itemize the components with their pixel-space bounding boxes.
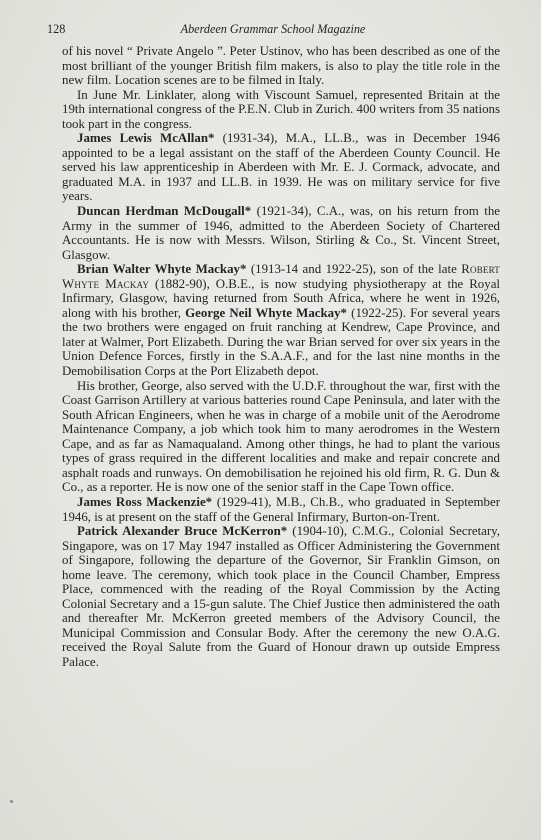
text-run: His brother, George, also served with the U.D.F. throughout the war, first with the Coast Garrison Artillery at various batteries round Cape Peninsula, and later with the South African Engineers, when he was in charge of a mobile unit of the Aerodrome Maintenance Company, a job which took him to many aerodromes in the Western Cape, and as far as Namaqualand. Among other things, he had to plant the various types of grass required in the different localities and make and repair concrete and asphalt roads and runways. On demobilisation he rejoined his old firm, R. G. Dun & Co., as a reporter. He is now one of the senior staff in the Cape Town office.	[62, 378, 500, 495]
person-name: Duncan Herdman McDougall*	[77, 204, 252, 219]
text-run: (1921-34), C.A., was, on his return from the Army in the summer of 1946, admitted to the Aberdeen Society of Chartered Accountants. He is now with Messrs. Wilson, Stirling & Co., St. Vincent Street, Glasgow.	[62, 204, 500, 262]
paragraph	[62, 495, 500, 524]
person-name: James Lewis McAllan*	[77, 131, 215, 146]
paragraph	[62, 524, 500, 669]
page-number: 128	[47, 22, 66, 36]
paragraph	[62, 262, 500, 378]
text-run: of his novel “ Private Angelo ”. Peter Ustinov, who has been described as one of the most brilliant of the younger British film makers, is also to play the title role in the new film. Location scenes are to be filmed in Italy.	[62, 44, 500, 88]
text-run: In June Mr. Linklater, along with Viscount Samuel, represented Britain at the 19th international congress of the P.E.N. Club in Zurich. 400 writers from 35 nations took part in the congress.	[62, 87, 500, 131]
small-caps-name: Robert Whyte Mackay	[62, 262, 500, 291]
person-name: George Neil Whyte Mackay*	[185, 305, 347, 320]
person-name: Brian Walter Whyte Mackay*	[77, 262, 247, 277]
person-name: Patrick Alexander Bruce McKerron*	[77, 524, 288, 539]
text-run: (1922-25). For several years the two brothers were engaged on fruit ranching at Kendrew, Cape Province, and later at Walmer, Port Elizabeth. During the war Brian served for over six years in the Union Defence Forces, firstly in the S.A.A.F., and for the last nine months in the Demobilisation Corps at the Port Elizabeth depot.	[62, 305, 500, 379]
paragraph	[62, 204, 500, 262]
paragraph	[62, 379, 500, 495]
text-run: (1913-14 and 1922-25), son of the late	[246, 262, 462, 277]
text-run: (1931-34), M.A., LL.B., was in December 1946 appointed to be a legal assistant on the staff of the Aberdeen County Council. He served his law apprenticeship in Aberdeen with Mr. E. J. Cormack, advocate, and graduated M.A. in 1937 and LL.B. in 1939. He was on military service for five years.	[62, 131, 500, 204]
person-name: James Ross Mackenzie*	[77, 494, 213, 509]
paragraph	[62, 88, 500, 132]
text-run: (1904-10), C.M.G., Colonial Secretary, Singapore, was on 17 May 1947 installed as Officer Administering the Government of Singapore, following the departure of the Governor, Sir Franklin Gimson, on home leave. The ceremony, which took place in the Council Chamber, Empress Place, commenced with the reading of the Royal Commission by the Acting Colonial Secretary and a 15-gun salute. The Chief Justice then administered the oath and thereafter Mr. McKerron greeted members of the Advisory Council, the Municipal Commission and Consular Body. After the ceremony the new O.A.G. received the Royal Salute from the Guard of Honour drawn up outside Empress Palace.	[62, 524, 501, 669]
article-body	[62, 44, 500, 670]
print-speck	[10, 800, 13, 803]
text-run: (1929-41), M.B., Ch.B., who graduated in September 1946, is at present on the staff of the General Infirmary, Burton-on-Trent.	[62, 494, 501, 524]
paragraph	[62, 131, 500, 204]
running-title: Aberdeen Grammar School Magazine	[180, 22, 366, 36]
running-header	[47, 22, 499, 40]
paragraph	[62, 44, 500, 88]
text-run: (1882-90), O.B.E., is now studying physiotherapy at the Royal Infirmary, Glasgow, having returned from South Africa, where he went in 1926, along with his brother,	[62, 276, 500, 320]
